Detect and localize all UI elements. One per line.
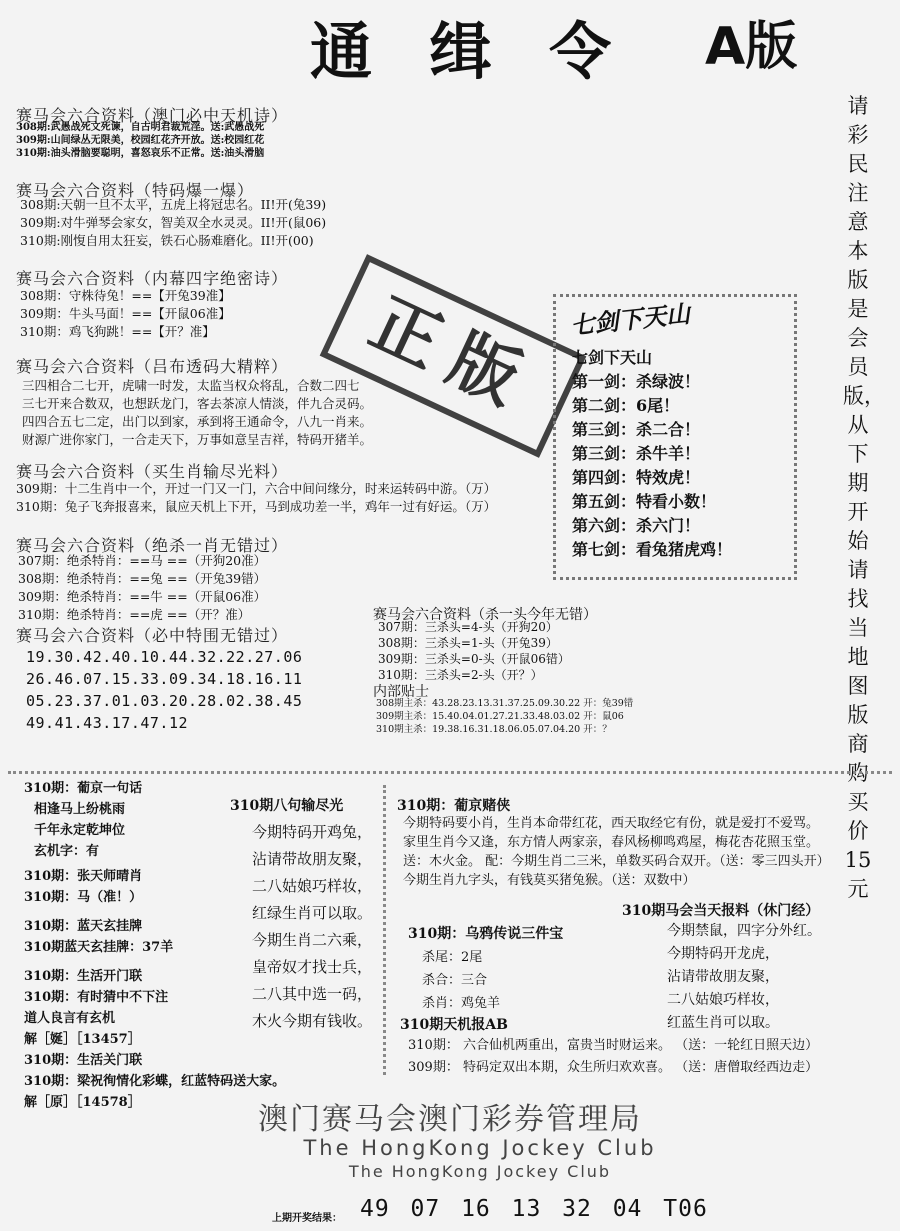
- text-line: 308期：三杀头=1-头（开兔39）: [378, 636, 558, 650]
- divider: [383, 785, 386, 1075]
- text-line: 310期：生活关门联: [24, 1053, 143, 1068]
- text-line: 相逢马上纷桃雨: [34, 802, 126, 817]
- page-title: 通 缉 令: [310, 15, 630, 88]
- sword-line: 第三剑：杀牛羊！: [572, 444, 701, 463]
- text-line: 309期:对牛弹琴会家女，智美双全水灵灵。II!开(鼠06): [20, 215, 327, 230]
- organization-name-en-small: The HongKong Jockey Club: [348, 1162, 612, 1181]
- sword-line: 第三剑：杀二合！: [572, 420, 701, 439]
- section-heading: 310期：葡京赌侠: [397, 798, 511, 814]
- left-column: [24, 778, 285, 1113]
- section-heading: 310期天机报AB: [400, 1017, 508, 1033]
- edition-label: A版: [705, 17, 798, 77]
- sword-line: 第五剑：特看小数！: [572, 492, 717, 511]
- section-poem-lines: [16, 121, 264, 160]
- sword-line: 第二剑：6尾！: [572, 396, 680, 415]
- organization-name: 澳门赛马会澳门彩券管理局: [258, 1102, 642, 1137]
- text-line: 财源广进你家门，一合走天下，万事如意呈吉祥，特码开猪羊。: [22, 432, 373, 447]
- text-line: 今期特码要小肖，生肖本命带红花，西天取经它有份，就是爱打不爱骂。: [403, 816, 820, 831]
- text-line: 四四合五七二定，出门以到家，承到将王通命令，八九一肖来。: [22, 414, 373, 429]
- text-line: 308期主杀：43.28.23.13.31.37.25.09.30.22 开：兔39错: [376, 698, 634, 709]
- sword-line: 第七剑：看兔猪虎鸡！: [572, 540, 733, 559]
- text-line: 310期：梁祝徇情化彩蝶，红蓝特码送大家。: [24, 1074, 286, 1089]
- sword-line: 七剑下天山: [572, 348, 653, 367]
- text-line: 家里生肖今又逢，东方情人两家亲，春风杨柳鸣鸡屋，梅花杏花照玉堂。: [403, 835, 820, 850]
- text-line: 杀尾：2尾: [422, 950, 483, 965]
- text-line: 红蓝生肖可以取。: [667, 1015, 779, 1031]
- sword-line: 第一剑：杀绿波！: [572, 372, 701, 391]
- text-line: 307期：三杀头=4-头（开狗20）: [378, 620, 558, 634]
- text-line: 310期：蓝天玄挂牌: [24, 919, 143, 934]
- text-line: 三四相合二七开，虎啸一时发，太监当权众将乱，合数二四七: [22, 378, 360, 393]
- section-heading: 310期：乌鸦传说三件宝: [408, 926, 564, 942]
- poem-line: 310期:油头滑脑要聪明，喜怒哀乐不正常。送:油头滑脑: [16, 148, 265, 159]
- text-line: 送：木火金。 配：今期生肖二三米，单数买码合双开。（送：零三四头开）: [403, 854, 830, 869]
- text-line: 杀肖：鸡兔羊: [422, 996, 501, 1011]
- text-line: 千年永定乾坤位: [34, 823, 126, 838]
- text-line: 今期生肖二六乘，: [252, 931, 373, 949]
- text-line: 解［娫］［13457］: [24, 1032, 141, 1047]
- text-line: 310期：马（准！）: [24, 890, 143, 905]
- text-line: 今期禁鼠，四字分外红。: [667, 923, 821, 939]
- poem-line: 309期:山间绿丛无限美，校园红花齐开放。送:校园红花: [16, 135, 265, 146]
- text-line: 310期：绝杀特肖：==虎 ==（开？准）: [18, 607, 251, 622]
- text-line: 309期： 特码定双出本期，众生所归欢欢喜。 （送：唐僧取经西边走）: [408, 1060, 819, 1075]
- text-line: 皇帝奴才找士兵，: [252, 958, 373, 976]
- sword-line: 第六剑：杀六门！: [572, 516, 701, 535]
- text-line: 二八其中选一码，: [252, 985, 373, 1003]
- number-row: 19.30.42.40.10.44.32.22.27.06: [26, 648, 303, 666]
- number-row: 49.41.43.17.47.12: [26, 714, 189, 732]
- organization-name-en: The HongKong Jockey Club: [303, 1136, 657, 1160]
- result-numbers: 49 07 16 13 32 04 T06: [360, 1196, 708, 1222]
- text-line: 310期：葡京一句话: [24, 781, 143, 796]
- text-line: 解［原］［14578］: [24, 1095, 141, 1110]
- text-line: 310期:刚愎自用太狂妄，铁石心肠难磨化。II!开(00): [20, 233, 314, 248]
- text-line: 二八姑娘巧样妆，: [667, 992, 779, 1008]
- text-line: 309期：绝杀特肖：==牛 ==（开鼠06准）: [18, 589, 267, 604]
- number-row: 26.46.07.15.33.09.34.18.16.11: [26, 670, 303, 688]
- text-line: 310期：张天师晴肖: [24, 869, 143, 884]
- text-line: 310期：鸡飞狗跳！==【开？准】: [20, 324, 215, 339]
- section-heading: 赛马会六合资料（绝杀一肖无错过）: [16, 536, 289, 555]
- text-line: 308期：绝杀特肖：==兔 ==（开兔39错）: [18, 571, 267, 586]
- section-heading: 赛马会六合资料（内幕四字绝密诗）: [16, 269, 289, 288]
- text-line: 307期：绝杀特肖：==马 ==（开狗20准）: [18, 553, 267, 568]
- text-line: 310期： 六合仙机两重出，富贵当时财运来。 （送：一轮红日照天边）: [408, 1038, 819, 1053]
- seven-swords-list: [572, 346, 732, 562]
- text-line: 木火今期有钱收。: [252, 1012, 373, 1030]
- text-line: 308期：守株待兔！==【开兔39准】: [20, 288, 231, 303]
- text-line: 309期：十二生肖中一个，开过一门又一门，六合中间问缘分，时来运转码中游。（万）: [16, 481, 497, 496]
- text-line: 310期：三杀头=2-头（开？）: [378, 668, 543, 682]
- text-line: 309期：牛头马面！==【开鼠06准】: [20, 306, 231, 321]
- text-line: 308期:天朝一旦不太平，五虎上将冠忠名。II!开(兔39): [20, 197, 327, 212]
- section-heading: 赛马会六合资料（特码爆一爆）: [16, 181, 255, 200]
- text-line: 道人良言有玄机: [24, 1011, 116, 1026]
- section-heading: 赛马会六合资料（买生肖输尽光料）: [16, 462, 289, 481]
- text-line: 杀合：三合: [422, 973, 488, 988]
- text-line: 沾请带故朋友聚，: [667, 969, 779, 985]
- member-notice: 请彩民注意本版是会员版，从下期开始请找当地图版商购买价15元: [843, 94, 885, 901]
- section-heading: 内部贴士: [373, 684, 429, 700]
- number-row: 05.23.37.01.03.20.28.02.38.45: [26, 692, 303, 710]
- seven-swords-banner: 七剑下天山: [569, 298, 692, 341]
- text-line: 三七开来合数双，也想跃龙门，客去茶凉人情淡，伴九合灵码。: [22, 396, 373, 411]
- divider: [8, 771, 892, 774]
- text-line: 310期蓝天玄挂牌：37羊: [24, 940, 174, 955]
- text-line: 今期特码开鸡兔，: [252, 823, 373, 841]
- section-heading: 310期马会当天报料（休门经）: [622, 903, 820, 919]
- text-line: 310期：有时猜中不下注: [24, 990, 169, 1005]
- section-heading: 310期八句输尽光: [230, 798, 344, 814]
- text-line: 310期：兔子飞奔报喜来，鼠应天机上下开，马到成功差一半，鸡年一过有好运。（万）: [16, 499, 497, 514]
- text-line: 沾请带故朋友聚，: [252, 850, 373, 868]
- text-line: 今期特码开龙虎，: [667, 946, 779, 962]
- text-line: 玄机字：有: [34, 844, 100, 859]
- section-heading: 赛马会六合资料（澳门必中天机诗）: [16, 106, 289, 125]
- text-line: 今期生肖九字头，有钱莫买猪兔猴。（送：双数中）: [403, 873, 696, 888]
- section-heading: 赛马会六合资料（必中特围无错过）: [16, 626, 289, 645]
- text-line: 二八姑娘巧样妆，: [252, 877, 373, 895]
- text-line: 310期主杀：19.38.16.31.18.06.05.07.04.20 开：？: [376, 724, 612, 735]
- poem-line: 308期:武愚战死文死谏，自古明君裁荒淫。送:武愚战死: [16, 122, 265, 133]
- result-label: 上期开奖结果：: [272, 1213, 342, 1224]
- authentic-stamp: 正版: [320, 254, 587, 458]
- text-line: 310期：生活开门联: [24, 969, 143, 984]
- text-line: 309期：三杀头=0-头（开鼠06错）: [378, 652, 570, 666]
- text-line: 红绿生肖可以取。: [252, 904, 373, 922]
- text-line: 309期主杀：15.40.04.01.27.21.33.48.03.02 开：鼠06: [376, 711, 624, 722]
- section-heading: 赛马会六合资料（杀一头今年无错）: [373, 607, 597, 623]
- sword-line: 第四剑：特效虎！: [572, 468, 701, 487]
- section-heading: 赛马会六合资料（吕布透码大精粹）: [16, 357, 289, 376]
